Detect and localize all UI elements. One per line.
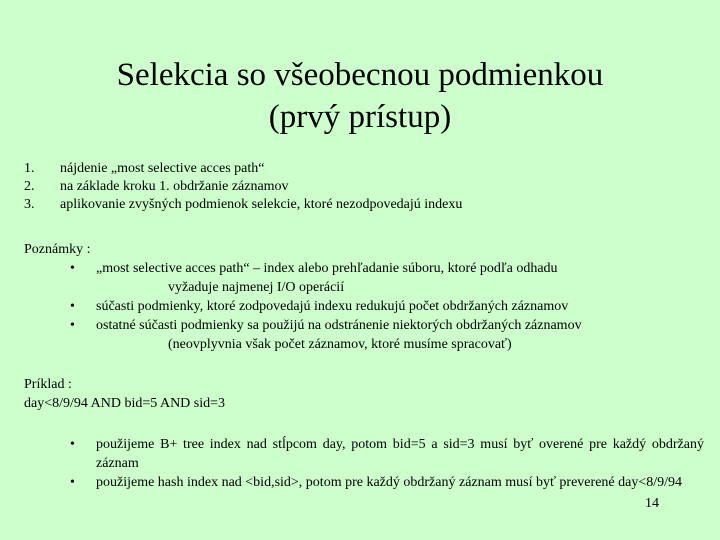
list-item — [24, 297, 704, 316]
title-line-1: Selekcia so všeobecnou podmienkou — [116, 57, 604, 93]
example-section — [24, 375, 704, 492]
step-number: 3. — [24, 197, 35, 212]
bullet-icon: • — [70, 437, 75, 452]
step-item — [24, 196, 704, 214]
note-continuation: (neovplyvnia však počet záznamov, ktoré musíme spracovať) — [168, 337, 512, 352]
title-line-2: (prvý prístup) — [268, 99, 452, 135]
list-item — [24, 435, 704, 473]
example-heading: Príklad : — [24, 377, 72, 392]
page-number: 14 — [645, 496, 659, 511]
bullet-icon: • — [70, 299, 75, 314]
note-continuation: vyžaduje najmenej I/O operácií — [168, 280, 345, 295]
step-text: aplikovanie zvyšných podmienok selekcie, ktoré nezodpovedajú indexu — [60, 197, 463, 212]
notes-heading: Poznámky : — [24, 242, 91, 257]
notes-list — [24, 259, 704, 354]
bullet-icon: • — [70, 475, 75, 490]
note-text: ostatné súčasti podmienky sa použijú na odstránenie niektorých obdržaných záznamov — [96, 318, 582, 333]
example-condition: day<8/9/94 AND bid=5 AND sid=3 — [24, 396, 226, 411]
example-text: použijeme hash index nad <bid,sid>, potom pre každý obdržaný záznam musí byť preverené day<8/9/94 — [96, 475, 683, 490]
step-number: 1. — [24, 161, 35, 176]
list-item — [24, 316, 704, 354]
example-text: použijeme B+ tree index nad stĺpcom day, potom bid=5 a sid=3 musí byť overené pre každý obdržaný záznam — [96, 437, 704, 471]
step-number: 2. — [24, 179, 35, 194]
note-text: „most selective acces path“ – index alebo prehľadanie súboru, ktoré podľa odhadu — [96, 261, 558, 276]
list-item — [24, 473, 704, 492]
bullet-icon: • — [70, 261, 75, 276]
notes-section — [24, 240, 704, 354]
bullet-icon: • — [70, 318, 75, 333]
example-list — [24, 435, 704, 492]
list-item — [24, 259, 704, 297]
step-item — [24, 178, 704, 196]
step-item — [24, 160, 704, 178]
note-text: súčasti podmienky, ktoré zodpovedajú indexu redukujú počet obdržaných záznamov — [96, 299, 569, 314]
steps-list — [24, 160, 704, 214]
step-text: nájdenie „most selective acces path“ — [60, 161, 265, 176]
step-text: na základe kroku 1. obdržanie záznamov — [60, 179, 289, 194]
slide-title — [60, 54, 660, 138]
